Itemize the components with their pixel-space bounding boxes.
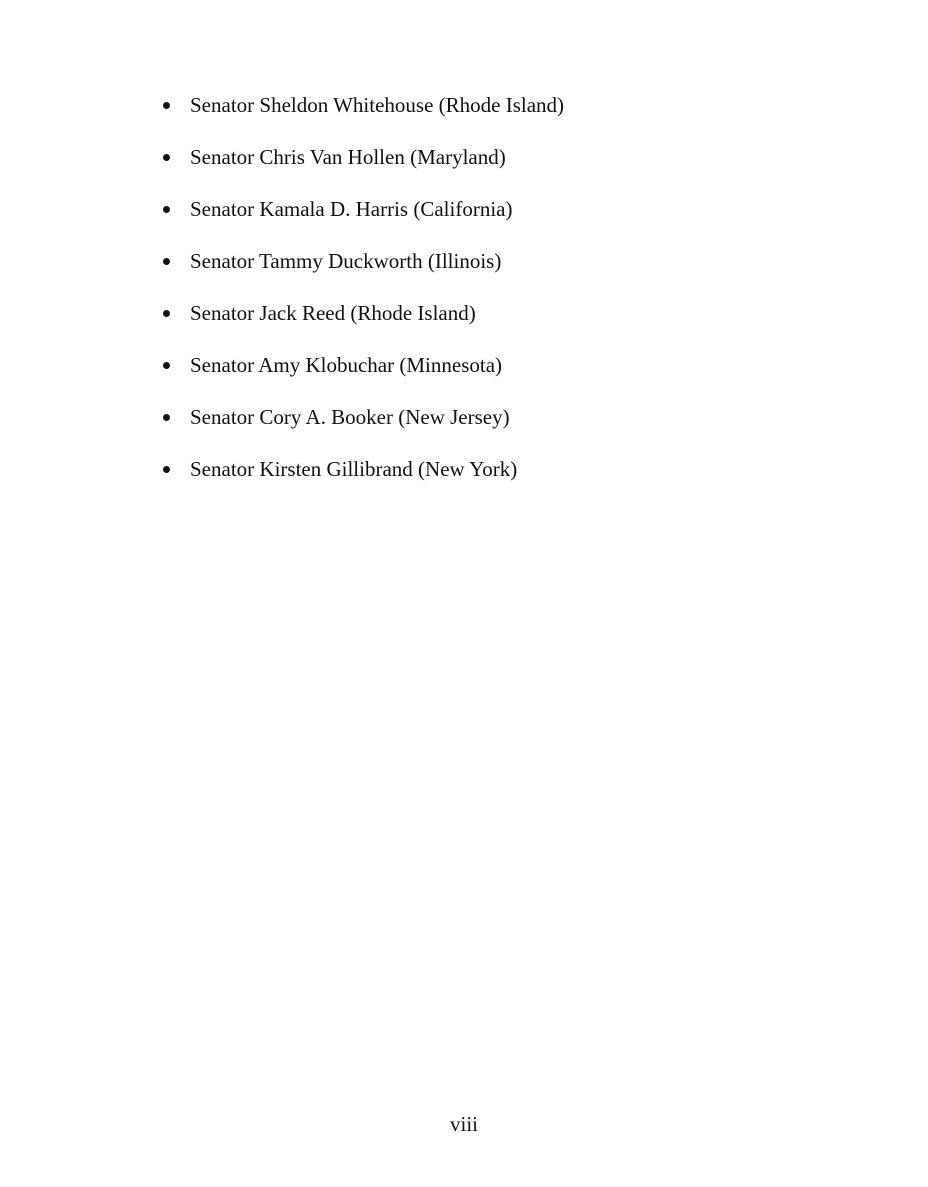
- bullet-icon: [163, 310, 170, 317]
- list-item-text: Senator Sheldon Whitehouse (Rhode Island): [190, 93, 565, 117]
- list-item-text: Senator Kirsten Gillibrand (New York): [190, 457, 518, 481]
- bullet-icon: [163, 362, 170, 369]
- list-item: [0, 245, 564, 297]
- senator-list: [0, 89, 564, 505]
- bullet-icon: [163, 154, 170, 161]
- bullet-icon: [163, 414, 170, 421]
- list-item: [0, 141, 564, 193]
- list-item-text: Senator Jack Reed (Rhode Island): [190, 301, 476, 325]
- bullet-icon: [163, 258, 170, 265]
- list-item-text: Senator Cory A. Booker (New Jersey): [190, 405, 510, 429]
- list-item-text: Senator Kamala D. Harris (California): [190, 197, 513, 221]
- list-item: [0, 297, 564, 349]
- list-item: [0, 453, 564, 505]
- list-item-text: Senator Tammy Duckworth (Illinois): [190, 249, 502, 273]
- list-item: [0, 349, 564, 401]
- list-item: [0, 89, 564, 141]
- list-item-text: Senator Amy Klobuchar (Minnesota): [190, 353, 503, 377]
- bullet-icon: [163, 102, 170, 109]
- list-item: [0, 193, 564, 245]
- list-item: [0, 401, 564, 453]
- page-number: viii: [449, 1112, 478, 1136]
- list-item-text: Senator Chris Van Hollen (Maryland): [190, 145, 506, 169]
- bullet-icon: [163, 206, 170, 213]
- bullet-icon: [163, 466, 170, 473]
